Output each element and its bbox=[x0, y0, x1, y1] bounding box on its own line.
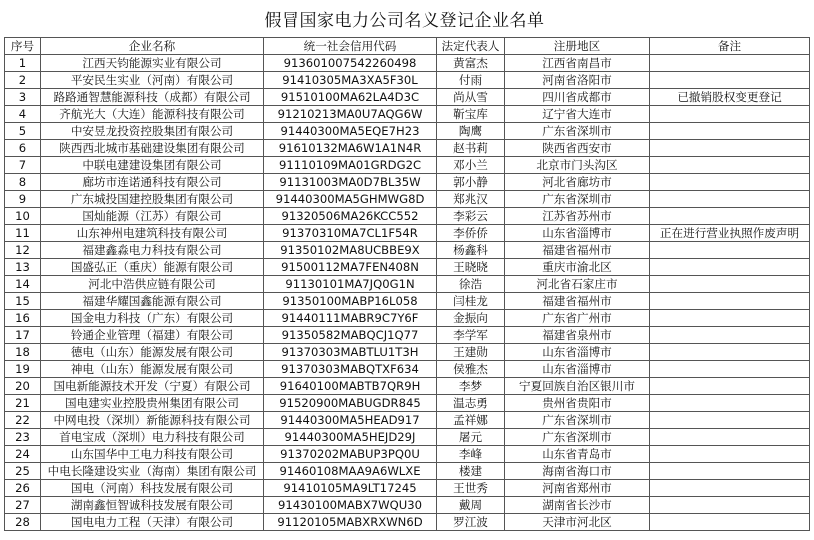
table-row bbox=[5, 276, 810, 293]
legal-rep-cell: 金振向 bbox=[437, 310, 505, 327]
table-row bbox=[5, 191, 810, 208]
legal-rep-cell: 李侨侨 bbox=[437, 225, 505, 242]
remark-cell bbox=[650, 395, 810, 412]
region-cell: 福建省泉州市 bbox=[505, 327, 650, 344]
table-row bbox=[5, 378, 810, 395]
remark-cell bbox=[650, 463, 810, 480]
table-row bbox=[5, 123, 810, 140]
table-row bbox=[5, 344, 810, 361]
credit-code-cell: 91430100MABX7WQU30 bbox=[264, 497, 437, 514]
row-index-cell: 10 bbox=[5, 208, 41, 225]
row-index-cell: 19 bbox=[5, 361, 41, 378]
table-row bbox=[5, 395, 810, 412]
company-name-cell: 中电长隆建设实业（海南）集团有限公司 bbox=[41, 463, 264, 480]
legal-rep-cell: 徐浩 bbox=[437, 276, 505, 293]
row-index-cell: 11 bbox=[5, 225, 41, 242]
credit-code-cell: 91350100MABP16L058 bbox=[264, 293, 437, 310]
company-name-cell: 湖南鑫恒智诚科技发展有限公司 bbox=[41, 497, 264, 514]
company-name-cell: 铃通企业管理（福建）有限公司 bbox=[41, 327, 264, 344]
credit-code-cell: 91500112MA7FEN408N bbox=[264, 259, 437, 276]
remark-cell bbox=[650, 157, 810, 174]
remark-cell bbox=[650, 378, 810, 395]
table-row bbox=[5, 412, 810, 429]
remark-cell bbox=[650, 514, 810, 531]
table-body bbox=[5, 55, 810, 531]
company-name-cell: 陕西西北城市基础建设集团有限公司 bbox=[41, 140, 264, 157]
credit-code-cell: 91320506MA26KCC552 bbox=[264, 208, 437, 225]
legal-rep-cell: 王世秀 bbox=[437, 480, 505, 497]
remark-cell: 正在进行营业执照作废声明 bbox=[650, 225, 810, 242]
row-index-cell: 3 bbox=[5, 89, 41, 106]
region-cell: 山东省淄博市 bbox=[505, 361, 650, 378]
row-index-cell: 23 bbox=[5, 429, 41, 446]
credit-code-cell: 91110109MA01GRDG2C bbox=[264, 157, 437, 174]
legal-rep-cell: 李梦 bbox=[437, 378, 505, 395]
company-name-cell: 国电建实业控股贵州集团有限公司 bbox=[41, 395, 264, 412]
table-row bbox=[5, 361, 810, 378]
row-index-cell: 18 bbox=[5, 344, 41, 361]
region-cell: 海南省海口市 bbox=[505, 463, 650, 480]
table-row bbox=[5, 514, 810, 531]
credit-code-cell: 91370310MA7CL1F54R bbox=[264, 225, 437, 242]
company-name-cell: 首电宝成（深圳）电力科技有限公司 bbox=[41, 429, 264, 446]
credit-code-cell: 91510100MA62LA4D3C bbox=[264, 89, 437, 106]
remark-cell bbox=[650, 344, 810, 361]
column-header: 统一社会信用代码 bbox=[264, 38, 437, 55]
region-cell: 江西省南昌市 bbox=[505, 55, 650, 72]
remark-cell bbox=[650, 259, 810, 276]
credit-code-cell: 91520900MABUGDR845 bbox=[264, 395, 437, 412]
company-name-cell: 中安昱龙投资控股集团有限公司 bbox=[41, 123, 264, 140]
table-row bbox=[5, 259, 810, 276]
region-cell: 河南省郑州市 bbox=[505, 480, 650, 497]
company-name-cell: 国电电力工程（天津）有限公司 bbox=[41, 514, 264, 531]
company-name-cell: 中网电投（深圳）新能源科技有限公司 bbox=[41, 412, 264, 429]
company-name-cell: 神电（山东）能源发展有限公司 bbox=[41, 361, 264, 378]
region-cell: 河北省石家庄市 bbox=[505, 276, 650, 293]
company-name-cell: 齐航光大（大连）能源科技有限公司 bbox=[41, 106, 264, 123]
remark-cell bbox=[650, 446, 810, 463]
row-index-cell: 7 bbox=[5, 157, 41, 174]
legal-rep-cell: 罗江波 bbox=[437, 514, 505, 531]
company-name-cell: 路路通智慧能源科技（成都）有限公司 bbox=[41, 89, 264, 106]
legal-rep-cell: 郑兆汉 bbox=[437, 191, 505, 208]
table-row bbox=[5, 225, 810, 242]
credit-code-cell: 91370202MABUP3PQ0U bbox=[264, 446, 437, 463]
table-row bbox=[5, 72, 810, 89]
legal-rep-cell: 孟祥娜 bbox=[437, 412, 505, 429]
region-cell: 福建省福州市 bbox=[505, 293, 650, 310]
row-index-cell: 24 bbox=[5, 446, 41, 463]
credit-code-cell: 91410105MA9LT17245 bbox=[264, 480, 437, 497]
credit-code-cell: 91370303MABTLU1T3H bbox=[264, 344, 437, 361]
credit-code-cell: 91640100MABTB7QR9H bbox=[264, 378, 437, 395]
region-cell: 湖南省长沙市 bbox=[505, 497, 650, 514]
credit-code-cell: 91440111MABR9C7Y6F bbox=[264, 310, 437, 327]
row-index-cell: 25 bbox=[5, 463, 41, 480]
row-index-cell: 16 bbox=[5, 310, 41, 327]
legal-rep-cell: 王晓晓 bbox=[437, 259, 505, 276]
table-row bbox=[5, 157, 810, 174]
table-row bbox=[5, 242, 810, 259]
legal-rep-cell: 靳宝库 bbox=[437, 106, 505, 123]
legal-rep-cell: 屠元 bbox=[437, 429, 505, 446]
legal-rep-cell: 侯雅杰 bbox=[437, 361, 505, 378]
region-cell: 广东省深圳市 bbox=[505, 429, 650, 446]
table-row bbox=[5, 208, 810, 225]
remark-cell bbox=[650, 327, 810, 344]
remark-cell bbox=[650, 276, 810, 293]
region-cell: 陕西省西安市 bbox=[505, 140, 650, 157]
legal-rep-cell: 李学军 bbox=[437, 327, 505, 344]
table-row bbox=[5, 463, 810, 480]
credit-code-cell: 91370303MABQTXF634 bbox=[264, 361, 437, 378]
credit-code-cell: 91440300MA5EQE7H23 bbox=[264, 123, 437, 140]
enterprise-table bbox=[4, 37, 810, 531]
region-cell: 江苏省苏州市 bbox=[505, 208, 650, 225]
column-header: 备注 bbox=[650, 38, 810, 55]
remark-cell bbox=[650, 242, 810, 259]
legal-rep-cell: 赵书莉 bbox=[437, 140, 505, 157]
remark-cell bbox=[650, 72, 810, 89]
table-row bbox=[5, 446, 810, 463]
company-name-cell: 河北中浩供应链有限公司 bbox=[41, 276, 264, 293]
remark-cell bbox=[650, 174, 810, 191]
legal-rep-cell: 杨鑫科 bbox=[437, 242, 505, 259]
row-index-cell: 21 bbox=[5, 395, 41, 412]
remark-cell bbox=[650, 293, 810, 310]
region-cell: 天津市河北区 bbox=[505, 514, 650, 531]
row-index-cell: 1 bbox=[5, 55, 41, 72]
table-header-row bbox=[5, 38, 810, 55]
region-cell: 山东省青岛市 bbox=[505, 446, 650, 463]
region-cell: 山东省淄博市 bbox=[505, 225, 650, 242]
region-cell: 广东省深圳市 bbox=[505, 412, 650, 429]
company-name-cell: 广东城投国建控股集团有限公司 bbox=[41, 191, 264, 208]
company-name-cell: 国灿能源（江苏）有限公司 bbox=[41, 208, 264, 225]
table-row bbox=[5, 55, 810, 72]
remark-cell bbox=[650, 123, 810, 140]
legal-rep-cell: 陶鹰 bbox=[437, 123, 505, 140]
legal-rep-cell: 郭小静 bbox=[437, 174, 505, 191]
region-cell: 广东省深圳市 bbox=[505, 123, 650, 140]
company-name-cell: 国盛弘正（重庆）能源有限公司 bbox=[41, 259, 264, 276]
company-name-cell: 福建华耀国鑫能源有限公司 bbox=[41, 293, 264, 310]
company-name-cell: 国电（河南）科技发展有限公司 bbox=[41, 480, 264, 497]
table-row bbox=[5, 140, 810, 157]
row-index-cell: 5 bbox=[5, 123, 41, 140]
row-index-cell: 20 bbox=[5, 378, 41, 395]
credit-code-cell: 91410305MA3XA5F30L bbox=[264, 72, 437, 89]
region-cell: 四川省成都市 bbox=[505, 89, 650, 106]
credit-code-cell: 91350102MA8UCBBE9X bbox=[264, 242, 437, 259]
legal-rep-cell: 李峰 bbox=[437, 446, 505, 463]
legal-rep-cell: 邓小兰 bbox=[437, 157, 505, 174]
region-cell: 辽宁省大连市 bbox=[505, 106, 650, 123]
company-name-cell: 平安民生实业（河南）有限公司 bbox=[41, 72, 264, 89]
company-name-cell: 德电（山东）能源发展有限公司 bbox=[41, 344, 264, 361]
row-index-cell: 13 bbox=[5, 259, 41, 276]
row-index-cell: 12 bbox=[5, 242, 41, 259]
region-cell: 广东省广州市 bbox=[505, 310, 650, 327]
table-row bbox=[5, 497, 810, 514]
remark-cell bbox=[650, 208, 810, 225]
table-row bbox=[5, 327, 810, 344]
region-cell: 福建省福州市 bbox=[505, 242, 650, 259]
row-index-cell: 8 bbox=[5, 174, 41, 191]
company-name-cell: 廊坊市连诺通科技有限公司 bbox=[41, 174, 264, 191]
credit-code-cell: 91131003MA0D7BL35W bbox=[264, 174, 437, 191]
remark-cell bbox=[650, 140, 810, 157]
row-index-cell: 2 bbox=[5, 72, 41, 89]
row-index-cell: 17 bbox=[5, 327, 41, 344]
table-row bbox=[5, 429, 810, 446]
remark-cell bbox=[650, 310, 810, 327]
region-cell: 宁夏回族自治区银川市 bbox=[505, 378, 650, 395]
row-index-cell: 22 bbox=[5, 412, 41, 429]
region-cell: 北京市门头沟区 bbox=[505, 157, 650, 174]
credit-code-cell: 91440300MA5HEAD917 bbox=[264, 412, 437, 429]
row-index-cell: 6 bbox=[5, 140, 41, 157]
row-index-cell: 26 bbox=[5, 480, 41, 497]
row-index-cell: 9 bbox=[5, 191, 41, 208]
remark-cell bbox=[650, 106, 810, 123]
remark-cell bbox=[650, 480, 810, 497]
row-index-cell: 27 bbox=[5, 497, 41, 514]
row-index-cell: 14 bbox=[5, 276, 41, 293]
legal-rep-cell: 王建勋 bbox=[437, 344, 505, 361]
company-name-cell: 中联电建建设集团有限公司 bbox=[41, 157, 264, 174]
legal-rep-cell: 温志勇 bbox=[437, 395, 505, 412]
credit-code-cell: 91350582MABQCJ1Q77 bbox=[264, 327, 437, 344]
credit-code-cell: 91210213MA0U7AQG6W bbox=[264, 106, 437, 123]
table-row bbox=[5, 480, 810, 497]
legal-rep-cell: 付雨 bbox=[437, 72, 505, 89]
region-cell: 山东省淄博市 bbox=[505, 344, 650, 361]
column-header: 注册地区 bbox=[505, 38, 650, 55]
credit-code-cell: 91610132MA6W1A1N4R bbox=[264, 140, 437, 157]
page-title: 假冒国家电力公司名义登记企业名单 bbox=[264, 10, 545, 31]
table-row bbox=[5, 310, 810, 327]
legal-rep-cell: 楼建 bbox=[437, 463, 505, 480]
remark-cell bbox=[650, 191, 810, 208]
remark-cell bbox=[650, 497, 810, 514]
legal-rep-cell: 李彩云 bbox=[437, 208, 505, 225]
credit-code-cell: 91120105MABXRXWN6D bbox=[264, 514, 437, 531]
row-index-cell: 15 bbox=[5, 293, 41, 310]
credit-code-cell: 91440300MA5GHMWG8D bbox=[264, 191, 437, 208]
remark-cell bbox=[650, 412, 810, 429]
table-row bbox=[5, 89, 810, 106]
table-row bbox=[5, 293, 810, 310]
credit-code-cell: 91460108MAA9A6WLXE bbox=[264, 463, 437, 480]
legal-rep-cell: 黄富杰 bbox=[437, 55, 505, 72]
column-header: 序号 bbox=[5, 38, 41, 55]
remark-cell bbox=[650, 361, 810, 378]
company-name-cell: 山东神州电建筑科技有限公司 bbox=[41, 225, 264, 242]
region-cell: 河北省廊坊市 bbox=[505, 174, 650, 191]
legal-rep-cell: 尚从雪 bbox=[437, 89, 505, 106]
region-cell: 广东省深圳市 bbox=[505, 191, 650, 208]
credit-code-cell: 913601007542260498 bbox=[264, 55, 437, 72]
column-header: 企业名称 bbox=[41, 38, 264, 55]
company-name-cell: 山东国华中工电力科技有限公司 bbox=[41, 446, 264, 463]
company-name-cell: 福建鑫淼电力科技有限公司 bbox=[41, 242, 264, 259]
legal-rep-cell: 戴周 bbox=[437, 497, 505, 514]
row-index-cell: 28 bbox=[5, 514, 41, 531]
credit-code-cell: 91130101MA7JQ0G1N bbox=[264, 276, 437, 293]
column-header: 法定代表人 bbox=[437, 38, 505, 55]
table-row bbox=[5, 174, 810, 191]
company-name-cell: 国电新能源技术开发（宁夏）有限公司 bbox=[41, 378, 264, 395]
company-name-cell: 江西天钧能源实业有限公司 bbox=[41, 55, 264, 72]
company-name-cell: 国金电力科技（广东）有限公司 bbox=[41, 310, 264, 327]
remark-cell: 已撤销股权变更登记 bbox=[650, 89, 810, 106]
region-cell: 贵州省贵阳市 bbox=[505, 395, 650, 412]
table-row bbox=[5, 106, 810, 123]
credit-code-cell: 91440300MA5HEJD29J bbox=[264, 429, 437, 446]
region-cell: 河南省洛阳市 bbox=[505, 72, 650, 89]
region-cell: 重庆市渝北区 bbox=[505, 259, 650, 276]
remark-cell bbox=[650, 429, 810, 446]
legal-rep-cell: 闫桂龙 bbox=[437, 293, 505, 310]
remark-cell bbox=[650, 55, 810, 72]
row-index-cell: 4 bbox=[5, 106, 41, 123]
